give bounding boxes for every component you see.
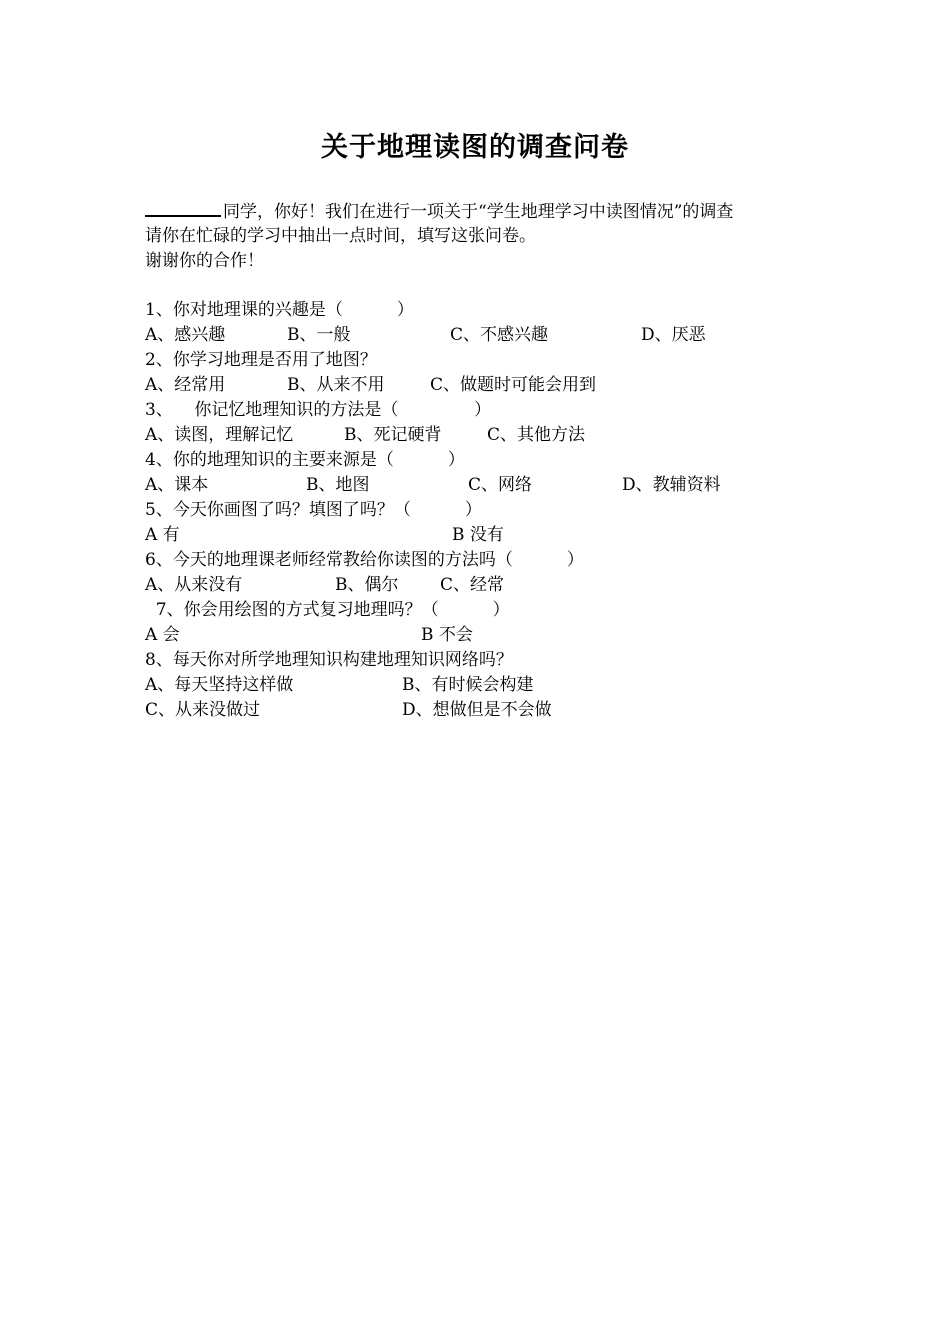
q2-option-b[interactable]: B、从来不用 [287,375,385,395]
q8-option-a[interactable]: A、每天坚持这样做 [145,675,294,695]
question-4: 4、你的地理知识的主要来源是（ ） [145,450,465,470]
question-1: 1、你对地理课的兴趣是（ ） [145,300,414,320]
q8-option-b[interactable]: B、有时候会构建 [402,675,534,695]
q2-option-a[interactable]: A、经常用 [145,375,226,395]
q1-option-d[interactable]: D、厌恶 [641,325,706,345]
q4-option-a[interactable]: A、课本 [145,475,209,495]
q8-option-c[interactable]: C、从来没做过 [145,700,261,720]
question-2: 2、你学习地理是否用了地图？ [145,350,377,370]
question-3: 3、 你记忆地理知识的方法是（ ） [145,400,492,420]
name-blank[interactable] [145,199,221,217]
q1-option-c[interactable]: C、不感兴趣 [450,325,549,345]
q5-option-b[interactable]: B 没有 [452,525,504,545]
intro-line-1: 同学，你好！我们在进行一项关于“学生地理学习中读图情况”的调查 [145,199,733,224]
q4-option-d[interactable]: D、教辅资料 [622,475,721,495]
q3-option-a[interactable]: A、读图，理解记忆 [145,425,294,445]
q4-option-c[interactable]: C、网络 [468,475,533,495]
page-title: 关于地理读图的调查问卷 [321,132,629,163]
q1-option-a[interactable]: A、感兴趣 [145,325,226,345]
question-7: 7、你会用绘图的方式复习地理吗？（ ） [145,600,510,620]
q8-option-d[interactable]: D、想做但是不会做 [402,700,552,720]
q2-option-c[interactable]: C、做题时可能会用到 [430,375,597,395]
q7-option-b[interactable]: B 不会 [421,625,473,645]
question-8: 8、每天你对所学地理知识构建地理知识网络吗？ [145,650,513,670]
q4-option-b[interactable]: B、地图 [306,475,370,495]
q1-option-b[interactable]: B、一般 [287,325,351,345]
q3-option-c[interactable]: C、其他方法 [487,425,586,445]
q6-option-b[interactable]: B、偶尔 [335,575,399,595]
q5-option-a[interactable]: A 有 [145,525,180,545]
q3-option-b[interactable]: B、死记硬背 [344,425,442,445]
intro-line-2: 请你在忙碌的学习中抽出一点时间，填写这张问卷。 [145,226,536,246]
intro-line-3: 谢谢你的合作！ [145,251,264,271]
q6-option-a[interactable]: A、从来没有 [145,575,243,595]
question-6: 6、今天的地理课老师经常教给你读图的方法吗（ ） [145,550,584,570]
q7-option-a[interactable]: A 会 [145,625,180,645]
q6-option-c[interactable]: C、经常 [440,575,505,595]
question-5: 5、今天你画图了吗？填图了吗？（ ） [145,500,482,520]
